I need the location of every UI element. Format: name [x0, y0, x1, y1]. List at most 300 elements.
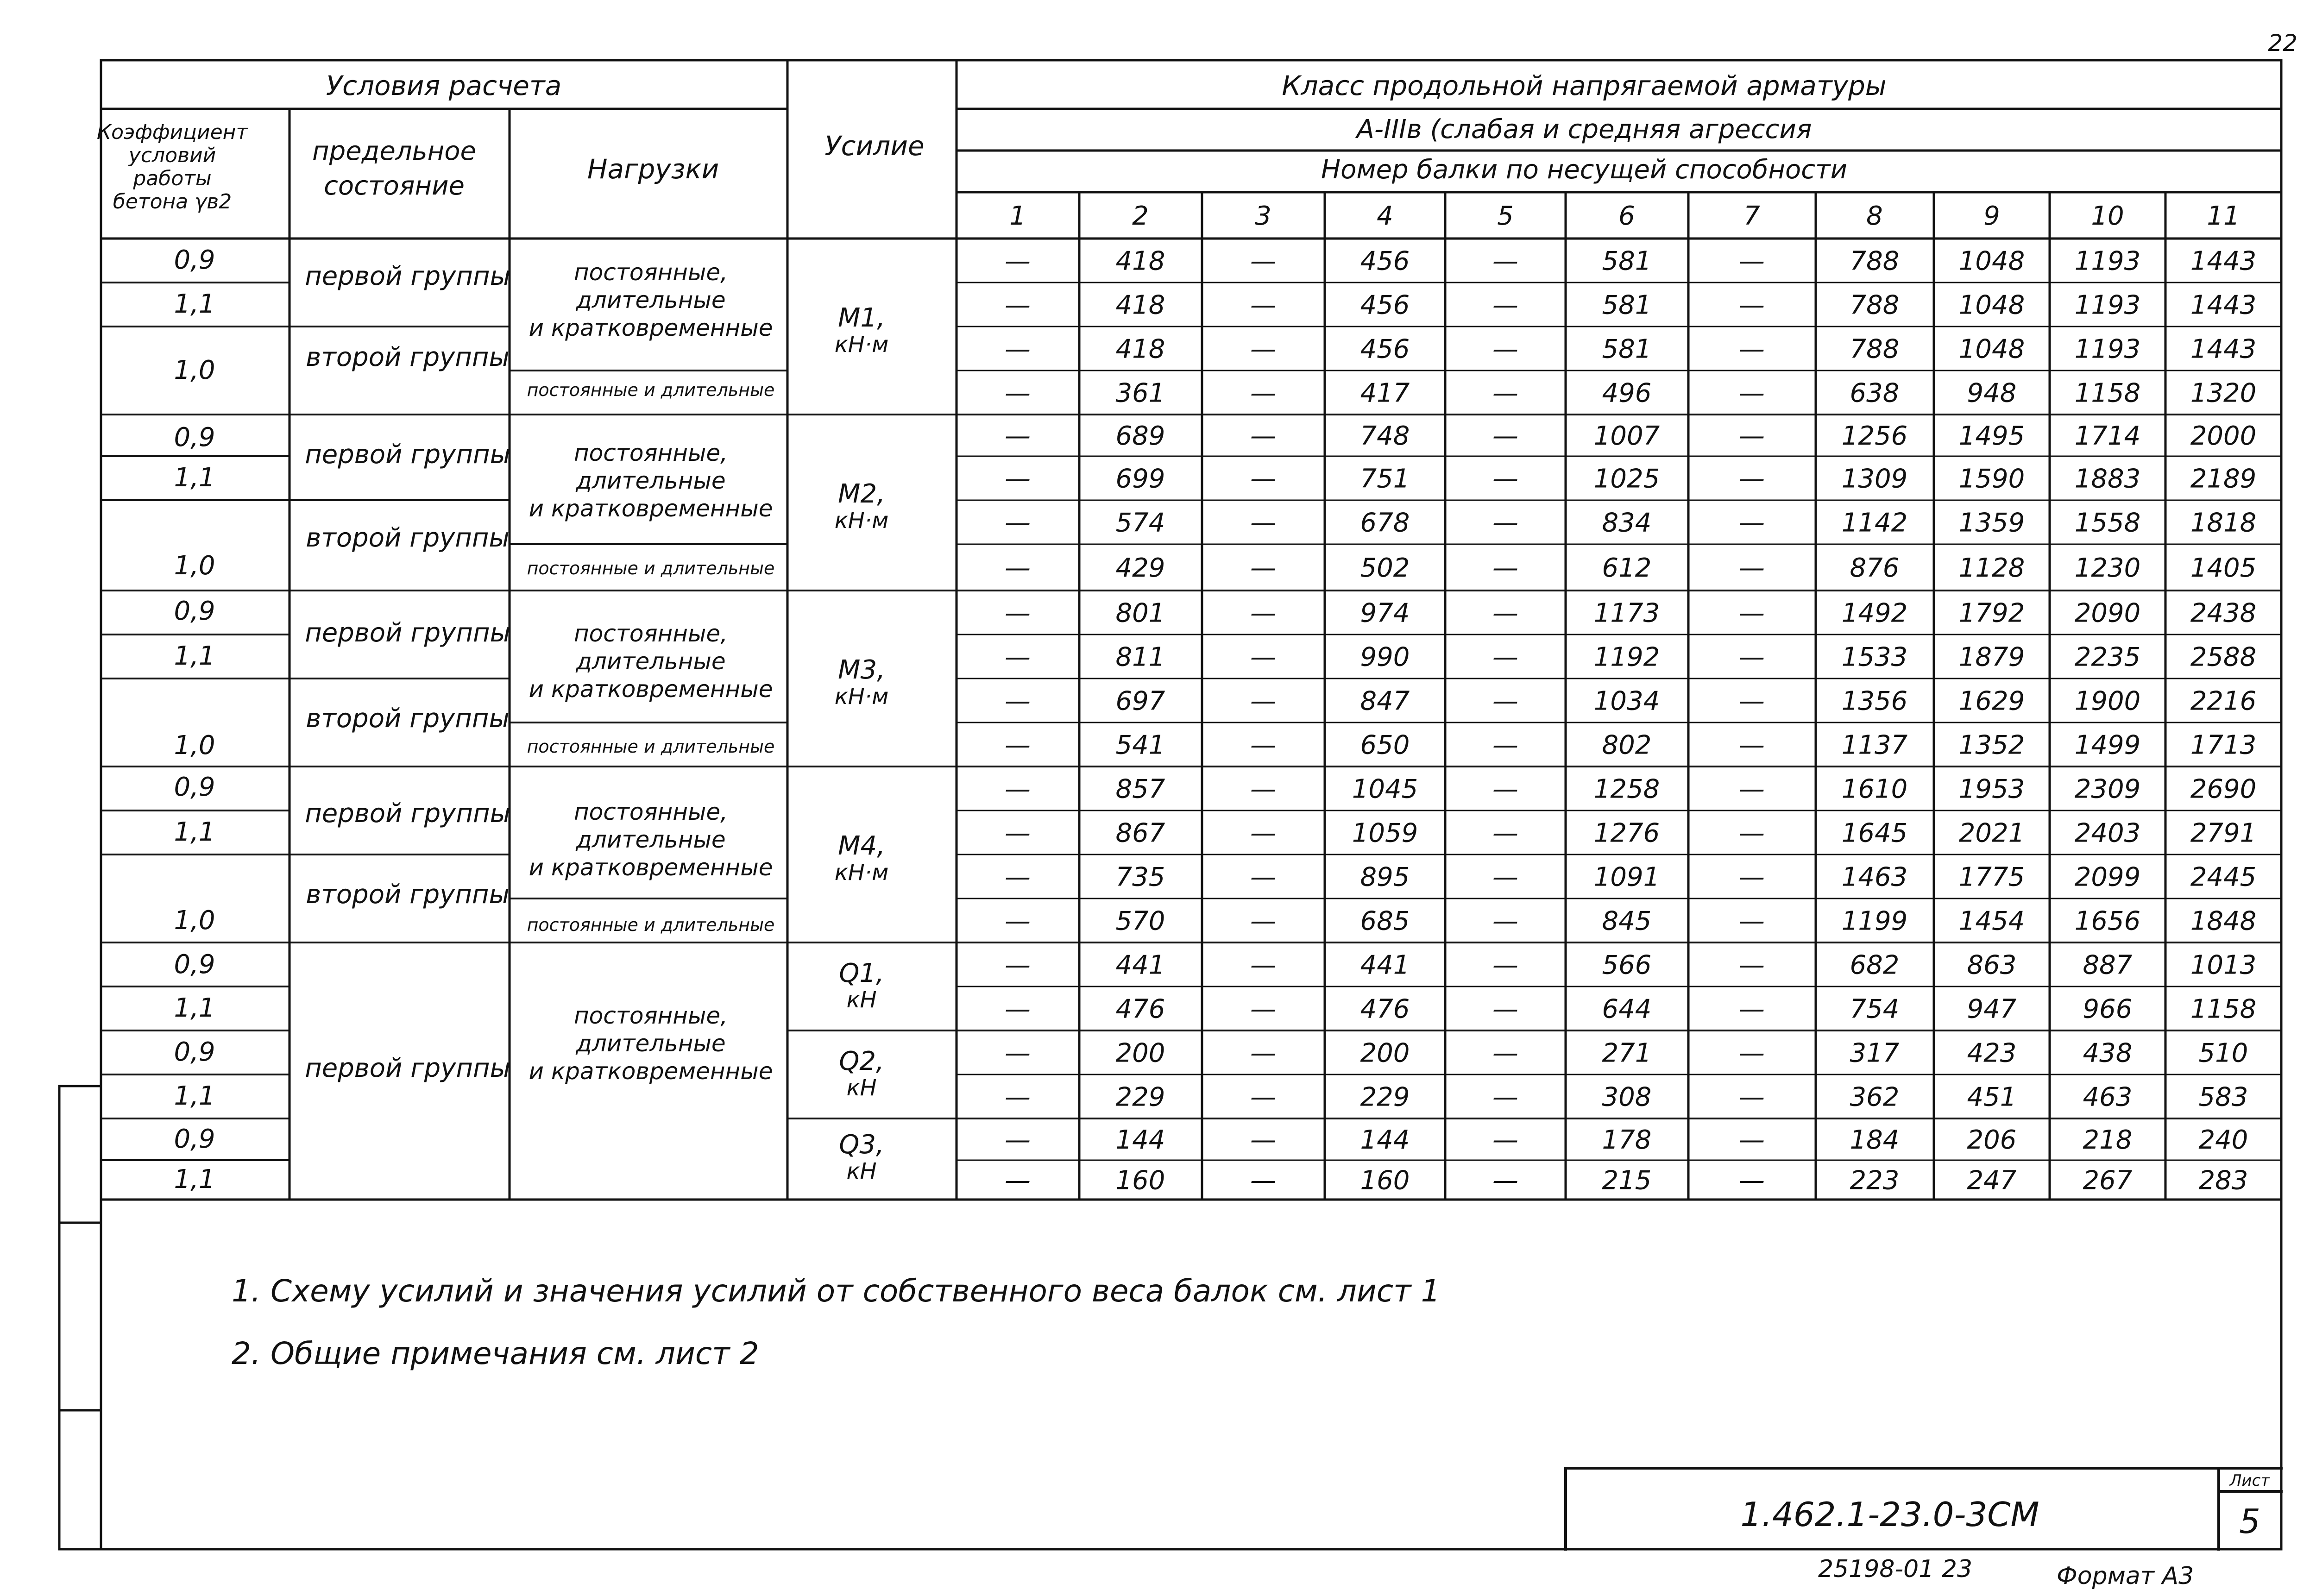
load-m3-cl: постоянные и длительные	[527, 736, 775, 757]
data-cell: 748	[1360, 421, 1410, 451]
data-cell: —	[1250, 950, 1276, 980]
data-cell: 178	[1602, 1125, 1652, 1155]
limit-state-labels	[305, 261, 510, 1083]
binding-strip	[59, 1086, 101, 1549]
data-cell: —	[1492, 1038, 1518, 1068]
data-cell: 1048	[1958, 290, 2025, 320]
data-cell: 502	[1360, 553, 1410, 583]
data-cell: —	[1005, 508, 1031, 538]
load-m3-l3: и кратковременные	[529, 676, 773, 703]
data-cell: 441	[1360, 950, 1410, 980]
data-cell: 1013	[2190, 950, 2257, 980]
data-cell: —	[1005, 1038, 1031, 1068]
data-cell: 644	[1602, 994, 1652, 1024]
data-cell: 418	[1115, 246, 1165, 276]
data-cell: 144	[1115, 1125, 1165, 1155]
data-cell: 418	[1115, 290, 1165, 320]
data-cell: 1883	[2074, 464, 2141, 494]
data-cell: 283	[2198, 1165, 2248, 1196]
data-cell: 811	[1115, 642, 1165, 672]
beam-col-2: 2	[1132, 201, 1149, 231]
limit-first-m3: первой группы	[305, 618, 510, 648]
force-symbol: Q1,	[839, 958, 884, 988]
data-cell: —	[1250, 464, 1276, 494]
data-cell: 1656	[2074, 906, 2141, 936]
data-cell: 1048	[1958, 246, 2025, 276]
header-coef-line2: условий	[128, 144, 216, 167]
beam-col-5: 5	[1497, 201, 1514, 231]
coef-value: 1,1	[174, 817, 215, 847]
data-cell: 1359	[1958, 508, 2025, 538]
data-cell: 697	[1115, 686, 1165, 716]
data-cell: —	[1492, 1165, 1518, 1196]
beam-col-7: 7	[1743, 201, 1760, 231]
data-cell: —	[1005, 246, 1031, 276]
data-cell: 863	[1967, 950, 2017, 980]
load-m1-l2: длительные	[576, 287, 726, 314]
data-cell: —	[1005, 906, 1031, 936]
data-cell: —	[1739, 730, 1765, 760]
coef-value: 0,9	[174, 422, 215, 452]
drawing-code: 1.462.1-23.0-3СМ	[1740, 1495, 2039, 1534]
data-cell: 1610	[1841, 774, 1908, 804]
data-cell: —	[1739, 818, 1765, 848]
data-cell: —	[1005, 818, 1031, 848]
data-cell: 1158	[2190, 994, 2257, 1024]
data-cell: 456	[1360, 290, 1410, 320]
data-cell: —	[1250, 378, 1276, 408]
data-cell: 1443	[2190, 290, 2257, 320]
data-cell: 1045	[1352, 774, 1418, 804]
data-cell: 638	[1850, 378, 1900, 408]
data-cell: 2690	[2190, 774, 2257, 804]
data-cell: 1558	[2074, 508, 2141, 538]
data-cell: —	[1739, 464, 1765, 494]
load-m2-l2: длительные	[576, 467, 726, 494]
data-cell: —	[1250, 290, 1276, 320]
data-cell: —	[1492, 730, 1518, 760]
data-cell: —	[1250, 508, 1276, 538]
data-cell: —	[1005, 464, 1031, 494]
data-cell: 581	[1602, 246, 1652, 276]
load-m3-l2: длительные	[576, 648, 726, 675]
data-cell: 1900	[2074, 686, 2141, 716]
data-cell: —	[1250, 1038, 1276, 1068]
data-cell: —	[1250, 1165, 1276, 1196]
data-cell: 788	[1850, 290, 1900, 320]
data-cell: —	[1492, 1082, 1518, 1112]
data-cell: 361	[1115, 378, 1165, 408]
data-cell: —	[1492, 553, 1518, 583]
data-cell: —	[1739, 774, 1765, 804]
data-cell: —	[1005, 642, 1031, 672]
data-cell: 160	[1115, 1165, 1165, 1196]
data-cell: —	[1005, 950, 1031, 980]
note-1: 1. Схему усилий и значения усилий от собственного веса балок см. лист 1	[232, 1273, 1441, 1309]
data-cell: —	[1005, 1125, 1031, 1155]
data-cell: —	[1250, 906, 1276, 936]
load-m2-l1: постоянные,	[573, 440, 728, 466]
sheet-number-top: 22	[2268, 30, 2297, 57]
data-cell: —	[1739, 642, 1765, 672]
force-unit: кН·м	[834, 332, 889, 358]
data-cell: 867	[1115, 818, 1165, 848]
data-cell: 1463	[1841, 862, 1908, 892]
data-cell: 1818	[2190, 508, 2257, 538]
load-m2-cl: постоянные и длительные	[527, 558, 775, 578]
header-rebar-class: Класс продольной напрягаемой арматуры	[1282, 70, 1887, 101]
data-cell: 541	[1115, 730, 1165, 760]
data-cell: 476	[1115, 994, 1165, 1024]
data-cell: —	[1492, 598, 1518, 628]
data-cell: 215	[1602, 1165, 1652, 1196]
force-symbol: M2,	[838, 479, 885, 509]
data-cell: 1499	[2074, 730, 2141, 760]
force-symbol: M4,	[838, 831, 885, 861]
data-cell: 417	[1360, 378, 1410, 408]
data-cell: —	[1739, 246, 1765, 276]
data-cell: —	[1492, 246, 1518, 276]
data-cell: 271	[1602, 1038, 1652, 1068]
data-cell: 1193	[2074, 334, 2141, 364]
data-cell: 496	[1602, 378, 1652, 408]
coef-value: 1,1	[174, 463, 215, 493]
data-cell: —	[1250, 774, 1276, 804]
data-cell: 834	[1602, 508, 1652, 538]
data-cell: 308	[1602, 1082, 1652, 1112]
data-cell: —	[1250, 1125, 1276, 1155]
data-cell: —	[1005, 862, 1031, 892]
header-conditions: Условия расчета	[326, 70, 562, 101]
force-symbol: Q2,	[839, 1046, 884, 1076]
data-cell: —	[1005, 378, 1031, 408]
data-cell: —	[1739, 906, 1765, 936]
coef-value: 0,9	[174, 949, 215, 980]
data-cell: 802	[1602, 730, 1652, 760]
data-cell: 1193	[2074, 290, 2141, 320]
data-cell: 1405	[2190, 553, 2257, 583]
force-unit: кН·м	[834, 684, 889, 710]
data-cell: 229	[1115, 1082, 1165, 1112]
data-cell: 1007	[1593, 421, 1660, 451]
header-beam-number: Номер балки по несущей способности	[1321, 155, 1848, 185]
data-cell: 2021	[1958, 818, 2025, 848]
data-cell: —	[1250, 730, 1276, 760]
data-cell: —	[1492, 334, 1518, 364]
data-cell: 184	[1850, 1125, 1900, 1155]
data-cell: 1492	[1841, 598, 1908, 628]
limit-second-m3: второй группы	[306, 704, 510, 734]
data-cell: 451	[1967, 1082, 2017, 1112]
data-cell: 144	[1360, 1125, 1410, 1155]
data-cell: 699	[1115, 464, 1165, 494]
data-cell: 200	[1360, 1038, 1410, 1068]
data-cell: 1645	[1841, 818, 1908, 848]
data-cell: —	[1492, 464, 1518, 494]
sheet-number: 5	[2239, 1502, 2260, 1541]
load-m1-cl: постоянные и длительные	[527, 380, 775, 400]
load-q-l2: длительные	[576, 1030, 726, 1057]
data-cell: 200	[1115, 1038, 1165, 1068]
data-cell: —	[1492, 818, 1518, 848]
header-coef-line1: Коэффициент	[96, 120, 248, 144]
data-cell: 689	[1115, 421, 1165, 451]
coef-value: 1,1	[174, 1164, 215, 1194]
coef-value: 1,1	[174, 993, 215, 1023]
beam-number-columns	[1009, 201, 2240, 231]
data-cell: —	[1739, 421, 1765, 451]
header-coef	[97, 120, 249, 214]
data-cell: 581	[1602, 334, 1652, 364]
data-cell: —	[1005, 1082, 1031, 1112]
data-cell: 2438	[2190, 598, 2257, 628]
data-cell: —	[1739, 334, 1765, 364]
data-cell: 1025	[1593, 464, 1660, 494]
data-cell: 2235	[2074, 642, 2141, 672]
data-cell: 240	[2198, 1125, 2248, 1155]
data-cell: 845	[1602, 906, 1652, 936]
data-cell: —	[1739, 994, 1765, 1024]
data-cell: 1714	[2074, 421, 2141, 451]
data-cell: 1230	[2074, 553, 2141, 583]
data-cell: 754	[1850, 994, 1900, 1024]
data-cell: 1792	[1958, 598, 2025, 628]
data-cell: —	[1250, 598, 1276, 628]
data-cell: 229	[1360, 1082, 1410, 1112]
load-m2-l3: и кратковременные	[529, 495, 773, 522]
data-cell: 751	[1360, 464, 1410, 494]
force-unit: кН	[846, 987, 877, 1013]
data-cell: 1356	[1841, 686, 1908, 716]
data-cell: —	[1492, 950, 1518, 980]
data-cell: —	[1005, 774, 1031, 804]
limit-first-m4: первой группы	[305, 798, 510, 829]
data-cell: 574	[1115, 508, 1165, 538]
data-cell: 650	[1360, 730, 1410, 760]
data-cell: 218	[2083, 1125, 2133, 1155]
load-m1-l3: и кратковременные	[529, 314, 773, 341]
data-cell: —	[1250, 553, 1276, 583]
data-cell: 1309	[1841, 464, 1908, 494]
data-cell: 1713	[2190, 730, 2257, 760]
data-cell: —	[1492, 862, 1518, 892]
data-cell: 2189	[2190, 464, 2257, 494]
data-cell: 1590	[1958, 464, 2025, 494]
force-unit: кН	[846, 1075, 877, 1101]
data-cell: 223	[1850, 1165, 1900, 1196]
data-cell: 206	[1967, 1125, 2017, 1155]
data-cell: —	[1005, 290, 1031, 320]
force-symbol: M3,	[838, 655, 885, 685]
data-cell: —	[1739, 1165, 1765, 1196]
data-cell: 2090	[2074, 598, 2141, 628]
beam-col-6: 6	[1618, 201, 1635, 231]
data-cell: 1173	[1593, 598, 1660, 628]
data-cell: 947	[1967, 994, 2017, 1024]
header-coef-line4: бетона γв2	[113, 190, 232, 214]
data-cell: 857	[1115, 774, 1165, 804]
data-cell: —	[1492, 686, 1518, 716]
data-cell: 456	[1360, 334, 1410, 364]
data-cell: 612	[1602, 553, 1652, 583]
data-cell: 1137	[1841, 730, 1908, 760]
beam-col-1: 1	[1009, 201, 1026, 231]
limit-first-m1: первой группы	[305, 261, 510, 291]
data-cell: 1256	[1841, 421, 1908, 451]
data-cell: 887	[2083, 950, 2133, 980]
data-cell: 2588	[2190, 642, 2257, 672]
data-cell: —	[1492, 290, 1518, 320]
data-cell: 267	[2083, 1165, 2133, 1196]
header-force: Усилие	[824, 130, 925, 162]
data-cell: 2309	[2074, 774, 2141, 804]
data-cell: 1276	[1593, 818, 1660, 848]
data-cell: —	[1250, 994, 1276, 1024]
beam-col-4: 4	[1377, 201, 1393, 231]
data-cell: —	[1739, 950, 1765, 980]
data-cell: 2216	[2190, 686, 2257, 716]
data-cell: —	[1492, 421, 1518, 451]
coef-value: 1,0	[174, 355, 215, 385]
data-cell: 2099	[2074, 862, 2141, 892]
note-2: 2. Общие примечания см. лист 2	[232, 1336, 759, 1371]
data-cell: 1495	[1958, 421, 2025, 451]
coef-value: 1,1	[174, 289, 215, 319]
data-cell: 1199	[1841, 906, 1908, 936]
force-symbol: Q3,	[839, 1130, 884, 1160]
data-cell: 566	[1602, 950, 1652, 980]
header-rebar-type: А-IIIв (слабая и средняя агрессия	[1356, 114, 1812, 145]
data-cell: —	[1005, 686, 1031, 716]
data-cell: 1193	[2074, 246, 2141, 276]
data-cell: 948	[1967, 378, 2017, 408]
limit-first-m2: первой группы	[305, 440, 510, 470]
header-limit-state-line2: состояние	[324, 171, 465, 201]
data-cell: —	[1250, 686, 1276, 716]
data-cell: 362	[1850, 1082, 1900, 1112]
coef-value: 1,1	[174, 1081, 215, 1111]
data-cell: —	[1005, 553, 1031, 583]
data-cell: 247	[1967, 1165, 2017, 1196]
data-cell: 788	[1850, 246, 1900, 276]
data-cell: —	[1250, 246, 1276, 276]
data-cell: 510	[2198, 1038, 2248, 1068]
data-cell: —	[1739, 1125, 1765, 1155]
limit-first-q: первой группы	[305, 1053, 510, 1083]
data-cell: 682	[1850, 950, 1900, 980]
data-cell: —	[1739, 686, 1765, 716]
data-cell: 1128	[1958, 553, 2025, 583]
data-cell: 1258	[1593, 774, 1660, 804]
load-m4-l1: постоянные,	[573, 798, 728, 825]
data-cell: 1091	[1593, 862, 1660, 892]
coef-value: 0,9	[174, 1124, 215, 1154]
data-cell: —	[1492, 906, 1518, 936]
data-cell: 1443	[2190, 334, 2257, 364]
load-m4-cl: постоянные и длительные	[527, 915, 775, 935]
data-cell: 876	[1850, 553, 1900, 583]
load-m1-l1: постоянные,	[573, 259, 728, 286]
coef-value: 1,0	[174, 551, 215, 581]
data-cell: 1775	[1958, 862, 2025, 892]
data-cell: —	[1739, 598, 1765, 628]
coef-value: 1,0	[174, 905, 215, 936]
data-cell: 1848	[2190, 906, 2257, 936]
data-cell: 1034	[1593, 686, 1660, 716]
load-m3-l1: постоянные,	[573, 620, 728, 647]
coef-value: 1,0	[174, 730, 215, 760]
data-cell: —	[1250, 818, 1276, 848]
data-cell: —	[1739, 1038, 1765, 1068]
force-labels	[835, 303, 889, 1184]
data-cell: —	[1250, 1082, 1276, 1112]
format-label: Формат А3	[2057, 1562, 2194, 1590]
data-cell: 1953	[1958, 774, 2025, 804]
load-m4-l2: длительные	[576, 826, 726, 853]
data-cell: —	[1492, 378, 1518, 408]
limit-second-m2: второй группы	[306, 523, 510, 553]
header-loads: Нагрузки	[587, 153, 719, 185]
data-cell: 974	[1360, 598, 1410, 628]
data-cell: 1142	[1841, 508, 1908, 538]
data-cell: —	[1492, 642, 1518, 672]
data-cell: —	[1492, 1125, 1518, 1155]
data-cell: 1320	[2190, 378, 2257, 408]
data-cell: —	[1250, 334, 1276, 364]
data-cell: —	[1250, 421, 1276, 451]
beam-col-8: 8	[1866, 201, 1883, 231]
header-limit-state-line1: предельное	[312, 136, 476, 166]
data-cell: —	[1492, 774, 1518, 804]
force-unit: кН·м	[834, 508, 889, 534]
data-cell: —	[1492, 508, 1518, 538]
load-m4-l3: и кратковременные	[529, 854, 773, 881]
data-cell: 1352	[1958, 730, 2025, 760]
load-labels	[527, 259, 775, 1085]
data-cell: 317	[1850, 1038, 1900, 1068]
data-cell: 1192	[1593, 642, 1660, 672]
data-cell: 1048	[1958, 334, 2025, 364]
data-cell: —	[1005, 421, 1031, 451]
data-cell: 1443	[2190, 246, 2257, 276]
data-cell: 423	[1967, 1038, 2017, 1068]
data-cell: 2403	[2074, 818, 2141, 848]
load-q-l3: и кратковременные	[529, 1058, 773, 1085]
beam-col-11: 11	[2207, 201, 2240, 231]
data-cell: 685	[1360, 906, 1410, 936]
data-cell: —	[1005, 1165, 1031, 1196]
data-cell: —	[1739, 553, 1765, 583]
data-cell: 2000	[2190, 421, 2257, 451]
data-cell: 1533	[1841, 642, 1908, 672]
data-cell: —	[1005, 994, 1031, 1024]
header-coef-line3: работы	[133, 167, 212, 190]
data-cell: —	[1005, 334, 1031, 364]
data-cell: 463	[2083, 1082, 2133, 1112]
data-cell: 160	[1360, 1165, 1410, 1196]
data-cell: 456	[1360, 246, 1410, 276]
data-cell: —	[1250, 862, 1276, 892]
data-cell: 990	[1360, 642, 1410, 672]
load-q-l1: постоянные,	[573, 1002, 728, 1029]
beam-col-10: 10	[2091, 201, 2124, 231]
data-cell: 441	[1115, 950, 1165, 980]
data-cell: 1059	[1352, 818, 1418, 848]
data-cell: 1629	[1958, 686, 2025, 716]
data-cell: 581	[1602, 290, 1652, 320]
data-cell: 847	[1360, 686, 1410, 716]
data-cell: —	[1250, 642, 1276, 672]
